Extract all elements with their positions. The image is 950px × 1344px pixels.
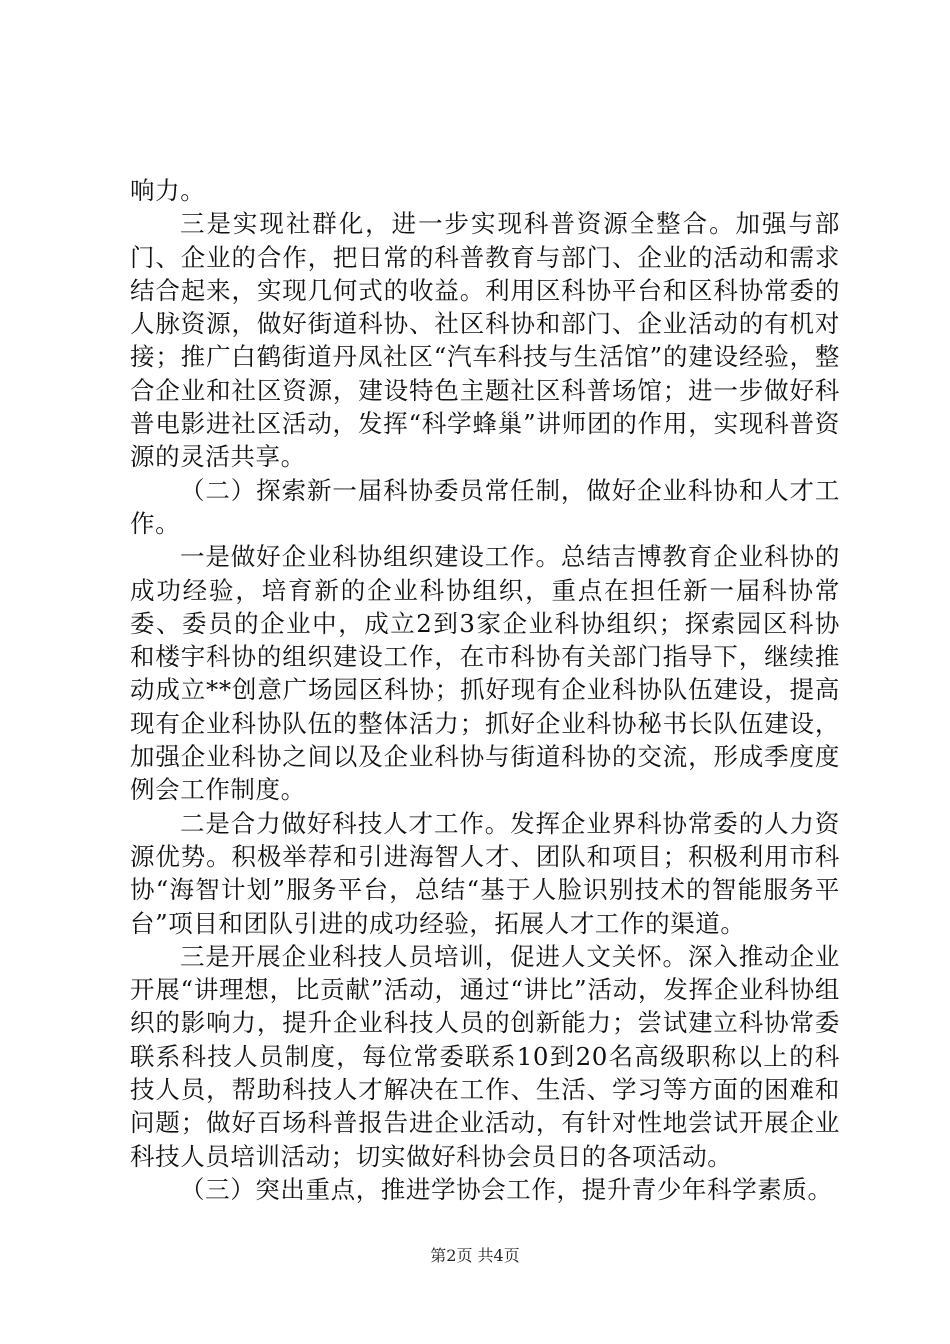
document-body xyxy=(130,174,840,1206)
paragraph-enterprise-org: 一是做好企业科协组织建设工作。总结吉博教育企业科协的成功经验，培育新的企业科协组织，重点在担任新一届科协常委、委员的企业中，成立2到3家企业科协组织；探索园区科协和楼宇科协的组织建设工作，在市科协有关部门指导下，继续推动成立**创意广场园区科协；抓好现有企业科协队伍建设，提高现有企业科协队伍的整体活力；抓好企业科协秘书长队伍建设，加强企业科协之间以及企业科协与街道科协的交流，形成季度度例会工作制度。 xyxy=(130,542,840,805)
paragraph-community-integration: 三是实现社群化，进一步实现科普资源全整合。加强与部门、企业的合作，把日常的科普教育与部门、企业的活动和需求结合起来，实现几何式的收益。利用区科协平台和区科协常委的人脉资源，做好街道科协、社区科协和部门、企业活动的有机对接；推广白鹤街道丹凤社区“汽车科技与生活馆”的建设经验，整合企业和社区资源，建设特色主题社区科普场馆；进一步做好科普电影进社区活动，发挥“科学蜂巢”讲师团的作用，实现科普资源的灵活共享。 xyxy=(130,209,840,472)
paragraph-talent-work: 二是合力做好科技人才工作。发挥企业界科协常委的人力资源优势。积极举荐和引进海智人才、团队和项目；积极利用市科协“海智计划”服务平台，总结“基于人脸识别技术的智能服务平台”项目和团队引进的成功经验，拓展人才工作的渠道。 xyxy=(130,808,840,938)
paragraph-staff-training: 三是开展企业科技人员培训，促进人文关怀。深入推动企业开展“讲理想，比贡献”活动，通过“讲比”活动，发挥企业科协组织的影响力，提升企业科技人员的创新能力；尝试建立科协常委联系科技人员制度，每位常委联系10到20名高级职称以上的科技人员，帮助科技人才解决在工作、生活、学习等方面的困难和问题；做好百场科普报告进企业活动，有针对性地尝试开展企业科技人员培训活动；切实做好科协会员日的各项活动。 xyxy=(130,941,840,1171)
page-number-footer: 第2页 共4页 xyxy=(430,1246,520,1265)
section-heading-3: （三）突出重点，推进学协会工作，提升青少年科学素质。 xyxy=(180,1174,833,1204)
paragraph-continuation: 响力。 xyxy=(130,176,206,205)
section-heading-2: （二）探索新一届科协委员常任制，做好企业科协和人才工作。 xyxy=(130,475,840,538)
